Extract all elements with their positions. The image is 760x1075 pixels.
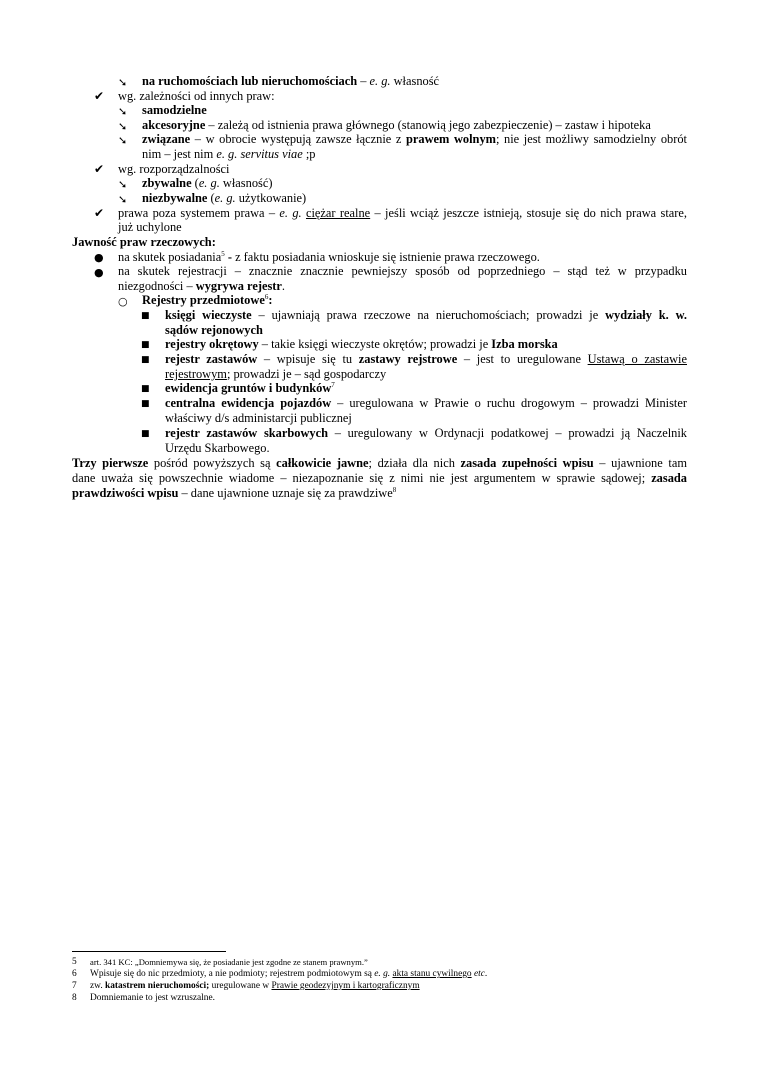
italic-text: etc	[473, 969, 485, 979]
text: własność	[390, 74, 440, 88]
text: – w obrocie występują zawsze łącznie z	[190, 132, 406, 146]
list-item: na skutek rejestracji – znacznie znacznie pewniejszy sposób od poprzedniego – stąd też w przypadku	[118, 264, 687, 278]
square-bullet-icon: ■	[141, 340, 150, 350]
arrow-bullet-icon: ➘	[118, 76, 128, 89]
arrow-bullet-icon: ➘	[118, 178, 128, 191]
text: na skutek posiadania	[118, 250, 222, 264]
text: ; działa dla nich	[368, 456, 461, 470]
text: ;p	[302, 147, 316, 161]
list-item-continuation: właściwy d/s administarcji publicznej	[165, 411, 352, 425]
checkmark-bullet-icon: ✔	[94, 89, 105, 103]
italic-text: e. g.	[198, 176, 220, 190]
bold-text: Trzy pierwsze	[72, 456, 149, 470]
text: ; nie jest możliwy samodzielny obrót	[495, 132, 687, 146]
bold-text: prawdziwości wpisu	[72, 486, 179, 500]
bold-text: ewidencja gruntów i budynków	[165, 381, 332, 395]
square-bullet-icon: ■	[141, 355, 150, 365]
bold-text: zbywalne	[142, 176, 192, 190]
arrow-bullet-icon: ➘	[118, 134, 128, 147]
text: – ujawniają prawa rzeczowe na nieruchomościach; prowadzi je	[251, 308, 606, 322]
list-item	[165, 337, 558, 352]
bold-text: księgi wieczyste	[165, 308, 252, 322]
text: własność)	[219, 176, 273, 190]
checkmark-bullet-icon: ✔	[94, 162, 105, 176]
text: uregulowane w	[209, 981, 272, 991]
list-item-continuation: już uchylone	[118, 220, 182, 234]
bold-text: rejestry okrętowy	[165, 337, 259, 351]
italic-text: e. g.	[214, 191, 236, 205]
square-bullet-icon: ■	[141, 429, 150, 439]
bold-text: całkowicie jawne	[276, 456, 369, 470]
italic-text: e. g.	[374, 969, 391, 979]
checkmark-bullet-icon: ✔	[94, 206, 105, 220]
text: – jest to uregulowane	[457, 352, 588, 366]
text: –	[357, 74, 370, 88]
footnote-ref: 7	[331, 381, 335, 389]
underlined-text: akta stanu cywilnego	[392, 969, 472, 979]
footnote	[90, 968, 487, 980]
bold-text: związane	[142, 132, 191, 146]
footnote: Domniemanie to jest wzruszalne.	[90, 993, 215, 1003]
square-bullet-icon: ■	[141, 384, 150, 394]
bold-text: katastrem nieruchomości;	[105, 981, 210, 991]
footnote-number: 7	[72, 981, 77, 991]
text: – jeśli wciąż jeszcze istnieją, stosuje się do nich prawa stare,	[370, 206, 687, 220]
list-item	[142, 103, 207, 118]
bold-text: samodzielne	[142, 103, 207, 117]
square-bullet-icon: ■	[141, 311, 150, 321]
list-item	[142, 118, 651, 133]
list-item-continuation	[165, 323, 263, 338]
text: niezgodności –	[118, 279, 196, 293]
underlined-text: rejestrowym	[165, 367, 227, 381]
text: użytkowanie)	[235, 191, 307, 205]
footnote-ref: 6	[264, 293, 269, 301]
bold-text: sądów rejonowych	[165, 323, 263, 337]
list-item	[142, 74, 439, 89]
italic-text: e. g.	[279, 206, 302, 220]
bold-text: Rejestry przedmiotowe	[142, 293, 265, 307]
disc-bullet-icon: ●	[94, 251, 104, 264]
list-item	[165, 381, 335, 396]
bold-text: :	[268, 293, 273, 307]
bold-text: centralna ewidencja pojazdów	[165, 396, 332, 410]
bold-text: zastawy rejstrowe	[358, 352, 458, 366]
footnote-ref: 5	[221, 250, 225, 258]
list-item	[118, 250, 540, 265]
arrow-bullet-icon: ➘	[118, 193, 128, 206]
bold-text: wygrywa rejestr	[195, 279, 282, 293]
list-item	[142, 176, 272, 191]
underlined-text: Ustawą o zastawie	[587, 352, 687, 366]
list-item: wg. zależności od innych praw:	[118, 89, 275, 103]
disc-bullet-icon: ●	[94, 266, 104, 279]
text: Wpisuje się do nic przedmioty, a nie podmioty; rejestrem podmiotowym są	[90, 969, 375, 979]
text: nim – jest nim	[142, 147, 217, 161]
text: z faktu posiadania wnioskuje się istnienie prawa rzeczowego.	[231, 250, 540, 264]
list-item-continuation	[118, 279, 285, 294]
paragraph-line	[72, 456, 687, 471]
footnote-separator	[72, 951, 226, 952]
text: .	[281, 279, 286, 293]
square-bullet-icon: ■	[141, 399, 150, 409]
list-item: wg. rozporządzalności	[118, 162, 230, 176]
list-item	[165, 352, 687, 367]
list-item	[142, 191, 306, 206]
underlined-text: Prawie geodezyjnym i kartograficznym	[271, 981, 420, 991]
text: – uregulowany w Ordynacji podatkowej – prowadzi ją Naczelnik	[328, 426, 687, 440]
bold-text: akcesoryjne	[142, 118, 206, 132]
section-heading	[72, 235, 216, 250]
bold-text: -	[224, 250, 232, 264]
bold-text: zasada	[651, 471, 687, 485]
text: – zależą od istnienia prawa głównego (stanowią jego zabezpieczenie) – zastaw i hipoteka	[205, 118, 651, 132]
list-item	[142, 293, 272, 308]
bold-text: wydziały k. w.	[605, 308, 687, 322]
text: zw.	[90, 981, 106, 991]
list-item	[142, 132, 687, 147]
text: – dane ujawnione uznaje się za prawdziwe	[178, 486, 393, 500]
italic-text: e. g.	[369, 74, 391, 88]
footnote: art. 341 KC: „Domniemywa się, że posiadanie jest zgodne ze stanem prawnym.”	[90, 957, 368, 967]
list-item-continuation: Urzędu Skarbowego.	[165, 441, 270, 455]
italic-text: e. g. servitus viae	[216, 147, 303, 161]
bold-text: niezbywalne	[142, 191, 208, 205]
footnote	[90, 980, 420, 992]
text: (	[191, 176, 199, 190]
bold-text: rejestr zastawów	[165, 352, 258, 366]
footnote-number: 8	[72, 993, 77, 1003]
underlined-text: ciężar realne	[305, 206, 371, 220]
footnote-number: 6	[72, 969, 77, 979]
bold-text: na ruchomościach lub nieruchomościach	[142, 74, 358, 88]
text: – ujawnione tam	[593, 456, 687, 470]
text: – uregulowana w Prawie o ruchu drogowym – prowadzi Minister	[331, 396, 688, 410]
arrow-bullet-icon: ➘	[118, 120, 128, 133]
list-item	[118, 206, 687, 221]
text: pośród powyższych są	[148, 456, 277, 470]
text: (	[207, 191, 215, 205]
text: .	[484, 969, 488, 979]
bold-text: Izba morska	[491, 337, 558, 351]
paragraph-line	[72, 486, 396, 501]
circle-bullet-icon: ○	[118, 295, 128, 308]
list-item	[165, 308, 687, 323]
text: – wpisuje się tu	[257, 352, 359, 366]
paragraph-line	[72, 471, 687, 486]
text: prawa poza systemem prawa –	[118, 206, 280, 220]
text: – takie księgi wieczyste okrętów; prowadzi je	[258, 337, 492, 351]
text: dane uważa się powszechnie wiadome – niezapoznanie się z nimi nie jest argumentem w sprawie sądowej;	[72, 471, 652, 485]
bold-text: prawem wolnym	[406, 132, 496, 146]
footnote-number: 5	[72, 957, 77, 967]
list-item	[165, 396, 687, 411]
list-item-continuation	[165, 367, 386, 382]
bold-text: rejestr zastawów skarbowych	[165, 426, 328, 440]
list-item-continuation	[142, 147, 315, 162]
arrow-bullet-icon: ➘	[118, 105, 128, 118]
text: ; prowadzi je – sąd gospodarczy	[226, 367, 387, 381]
list-item	[165, 426, 687, 441]
bold-text: Jawność praw rzeczowych:	[72, 235, 216, 249]
bold-text: zasada zupełności wpisu	[460, 456, 594, 470]
footnote-ref: 8	[392, 486, 397, 494]
